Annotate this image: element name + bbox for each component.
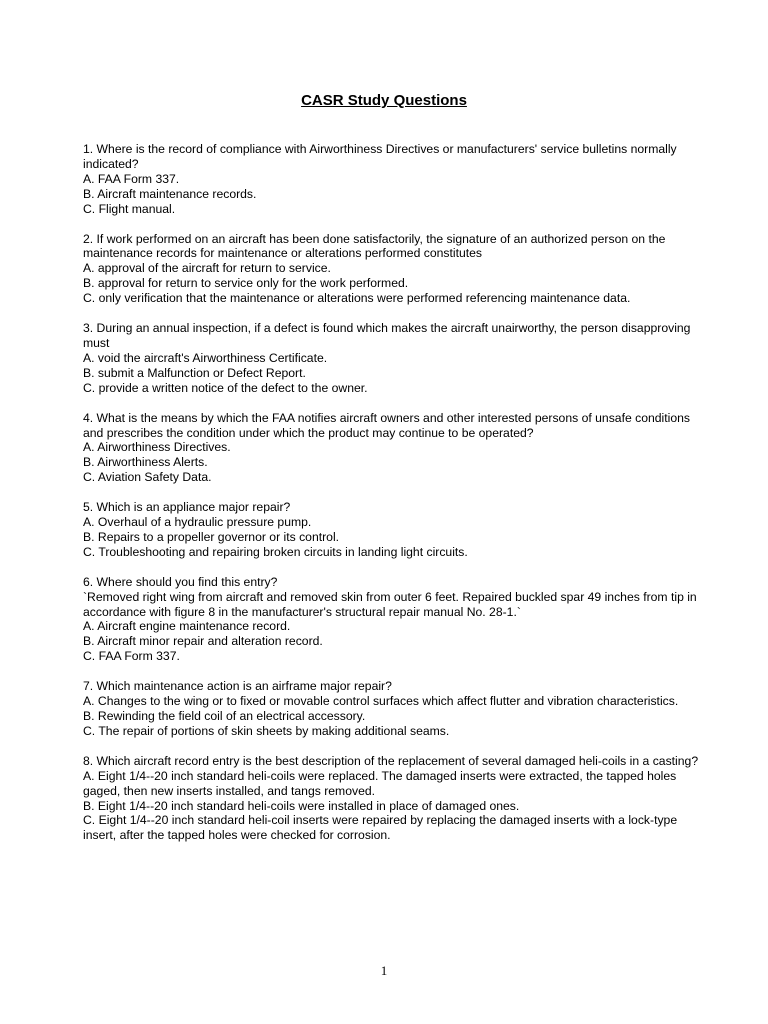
answer-option-a: A. Airworthiness Directives. [83,440,231,455]
question-6 [83,575,703,664]
question-8 [83,754,703,843]
answer-option-a: A. Aircraft engine maintenance record. [83,619,291,634]
answer-option-a: A. void the aircraft's Airworthiness Certificate. [83,350,328,365]
answer-option-c: C. Eight 1/4--20 inch standard heli-coil inserts were repaired by replacing the damaged inserts with a lock-type insert, after the tapped holes were checked for corrosion. [83,813,678,843]
answer-option-c: C. Aviation Safety Data. [83,470,212,485]
answer-option-b: B. Aircraft maintenance records. [83,186,257,201]
page-number: 1 [380,963,388,978]
answer-option-b: B. approval for return to service only for the work performed. [83,276,409,291]
answer-option-b: B. Repairs to a propeller governor or its control. [83,529,340,544]
page-title: CASR Study Questions [301,92,467,109]
question-quoted-entry: `Removed right wing from aircraft and removed skin from outer 6 feet. Repaired buckled spar 49 inches from tip in accordance with figure 8 in the manufacturer's structural repair manual No. 28-1.` [83,589,697,619]
answer-option-c: C. Flight manual. [83,201,176,216]
question-stem: 4. What is the means by which the FAA notifies aircraft owners and other interested persons of unsafe conditions and prescribes the condition under which the product may continue to be operated? [83,410,690,440]
answer-option-c: C. The repair of portions of skin sheets by making additional seams. [83,723,450,738]
question-stem: 7. Which maintenance action is an airframe major repair? [83,679,392,694]
answer-option-a: A. approval of the aircraft for return to service. [83,261,331,276]
answer-option-b: B. submit a Malfunction or Defect Report. [83,365,306,380]
answer-option-a: A. Changes to the wing or to fixed or movable control surfaces which affect flutter and vibration characteristics. [83,694,679,709]
question-stem: 5. Which is an appliance major repair? [83,500,291,515]
question-stem: 8. Which aircraft record entry is the best description of the replacement of several damaged heli-coils in a casting? [83,753,699,768]
answer-option-a: A. Eight 1/4--20 inch standard heli-coils were replaced. The damaged inserts were extracted, the tapped holes gaged, then new inserts installed, and tangs removed. [83,768,677,798]
question-2 [83,232,703,307]
questions-list [83,142,703,858]
answer-option-a: A. FAA Form 337. [83,171,180,186]
answer-option-b: B. Airworthiness Alerts. [83,455,208,470]
answer-option-c: C. FAA Form 337. [83,649,180,664]
answer-option-a: A. Overhaul of a hydraulic pressure pump. [83,515,312,530]
question-5 [83,500,703,560]
answer-option-c: C. Troubleshooting and repairing broken circuits in landing light circuits. [83,544,468,559]
answer-option-b: B. Rewinding the field coil of an electrical accessory. [83,709,366,723]
answer-option-c: C. provide a written notice of the defect to the owner. [83,380,368,395]
answer-option-c: C. only verification that the maintenance or alterations were performed referencing maintenance data. [83,291,631,306]
question-stem: 2. If work performed on an aircraft has been done satisfactorily, the signature of an authorized person on the maintenance records for maintenance or alterations performed constitutes [83,231,666,261]
question-stem: 1. Where is the record of compliance with Airworthiness Directives or manufacturers' service bulletins normally indicated? [83,142,677,171]
answer-option-b: B. Aircraft minor repair and alteration record. [83,634,323,649]
question-stem: 3. During an annual inspection, if a defect is found which makes the aircraft unairworthy, the person disapproving must [83,321,691,350]
question-3 [83,321,703,396]
question-stem: 6. Where should you find this entry? [83,574,278,589]
question-7 [83,679,703,739]
question-4 [83,411,703,486]
question-1 [83,142,703,217]
answer-option-b: B. Eight 1/4--20 inch standard heli-coils were installed in place of damaged ones. [83,798,520,813]
